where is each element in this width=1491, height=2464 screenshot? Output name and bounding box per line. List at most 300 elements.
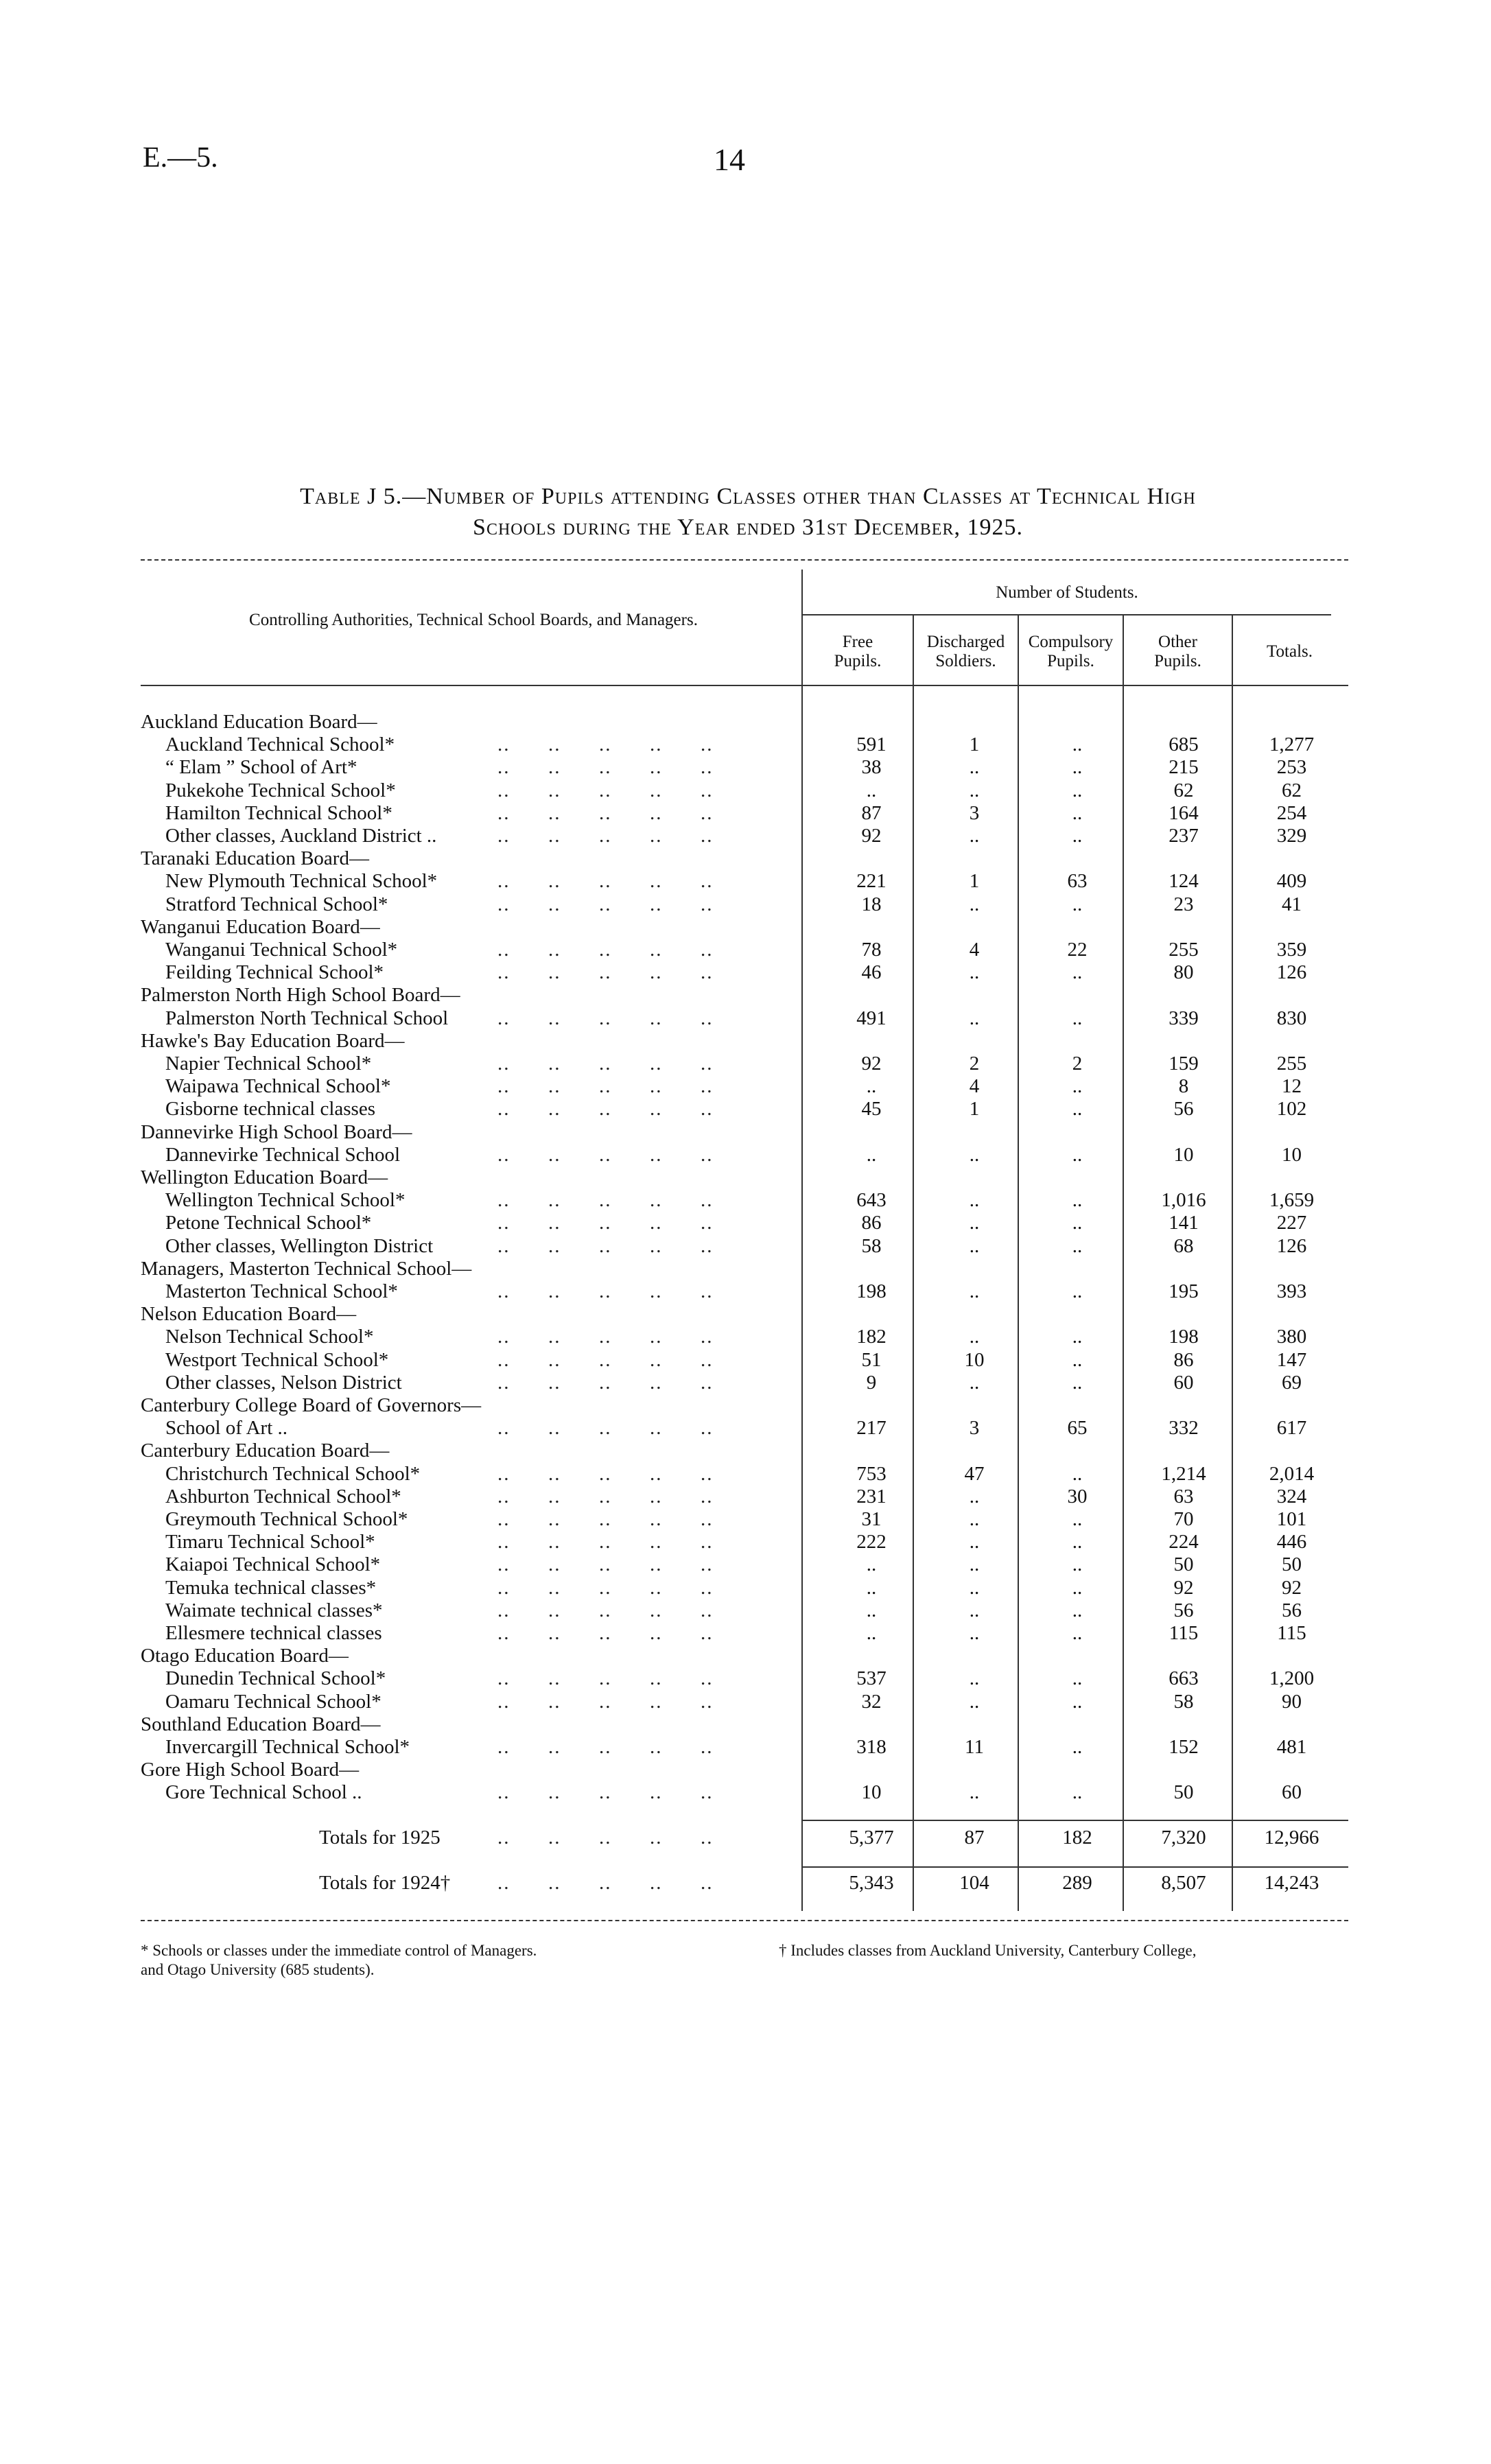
cell-other: 63: [1173, 1485, 1194, 1507]
school-label: Gisborne technical classes: [165, 1098, 376, 1120]
cell-total: 1,200: [1269, 1667, 1315, 1690]
header-free-l2: Pupils.: [834, 652, 882, 670]
school-label: School of Art ..: [165, 1417, 288, 1440]
cell-other: 332: [1169, 1417, 1199, 1440]
cell-comp: ..: [1072, 1553, 1083, 1576]
group-label: Canterbury College Board of Governors—: [141, 1394, 482, 1416]
cell-other: 70: [1173, 1508, 1194, 1530]
cell-free: 31: [861, 1508, 882, 1530]
cell-comp: ..: [1072, 1531, 1083, 1553]
leader-dots: .. .. .. .. ..: [497, 1599, 714, 1621]
table-row: [141, 1691, 1348, 1713]
group-row: [141, 1645, 1348, 1667]
header-free: [803, 633, 913, 671]
school-label: Stratford Technical School*: [165, 893, 388, 915]
cell-other: 159: [1169, 1053, 1199, 1075]
cell-disc: ..: [969, 1531, 980, 1553]
totals-cell-other: 8,507: [1161, 1872, 1206, 1894]
leader-dots: .. .. .. .. ..: [497, 1736, 714, 1758]
cell-other: 237: [1169, 825, 1199, 847]
leader-dots: .. .. .. .. ..: [497, 893, 714, 915]
cell-total: 324: [1276, 1485, 1307, 1507]
cell-disc: 4: [969, 939, 980, 961]
cell-comp: 63: [1067, 870, 1088, 893]
group-row: [141, 1713, 1348, 1736]
cell-free: 9: [866, 1371, 877, 1394]
totals-row: [141, 1827, 1348, 1849]
group-row: [141, 984, 1348, 1007]
cell-disc: ..: [969, 1576, 980, 1599]
school-label: Waimate technical classes*: [165, 1599, 383, 1621]
cell-other: 60: [1173, 1371, 1194, 1394]
school-label: Wanganui Technical School*: [165, 939, 398, 961]
cell-free: 51: [861, 1348, 882, 1371]
cell-other: 339: [1169, 1007, 1199, 1029]
leader-dots: .. .. .. .. ..: [497, 1781, 714, 1804]
cell-free: 58: [861, 1234, 882, 1257]
group-label: Otago Education Board—: [141, 1645, 349, 1667]
cell-free: 92: [861, 825, 882, 847]
totals-label: Totals for 1925: [319, 1827, 441, 1849]
group-row: [141, 916, 1348, 939]
cell-comp: ..: [1072, 1690, 1083, 1713]
table-row: [141, 1622, 1348, 1645]
cell-other: 115: [1169, 1622, 1199, 1644]
table-row: [141, 1667, 1348, 1690]
cell-disc: ..: [969, 1690, 980, 1713]
leader-dots: .. .. .. .. ..: [497, 1872, 714, 1894]
cell-free: 217: [856, 1417, 887, 1440]
table-row: [141, 1531, 1348, 1553]
cell-free: ..: [866, 1576, 877, 1599]
school-label: Wellington Technical School*: [165, 1189, 406, 1212]
cell-comp: ..: [1072, 825, 1083, 847]
group-label: Auckland Education Board—: [141, 711, 377, 733]
cell-disc: 11: [965, 1736, 984, 1758]
leader-dots: .. .. .. .. ..: [497, 961, 714, 984]
group-row: [141, 1440, 1348, 1462]
school-label: “ Elam ” School of Art*: [165, 756, 357, 779]
cell-total: 255: [1276, 1053, 1307, 1075]
cell-disc: 1: [969, 1098, 980, 1120]
group-label: Gore High School Board—: [141, 1759, 360, 1781]
totals-cell-total: 12,966: [1264, 1827, 1319, 1849]
cell-free: 32: [861, 1690, 882, 1713]
cell-disc: ..: [969, 1553, 980, 1576]
school-label: Gore Technical School ..: [165, 1781, 362, 1804]
leader-dots: .. .. .. .. ..: [497, 870, 714, 893]
group-row: [141, 1166, 1348, 1189]
header-other-l1: Other: [1158, 633, 1197, 651]
cell-total: 1,277: [1269, 734, 1315, 756]
leader-dots: .. .. .. .. ..: [497, 756, 714, 779]
rule-group: [803, 614, 1331, 615]
cell-other: 10: [1173, 1143, 1194, 1166]
leader-dots: .. .. .. .. ..: [497, 1690, 714, 1713]
cell-free: 491: [856, 1007, 887, 1029]
table-row: [141, 939, 1348, 961]
leader-dots: .. .. .. .. ..: [497, 1007, 714, 1029]
table-title-line2: Schools during the Year ended 31st December, 1925.: [473, 515, 1023, 540]
cell-other: 255: [1169, 939, 1199, 961]
group-label: Canterbury Education Board—: [141, 1440, 390, 1462]
cell-free: ..: [866, 1622, 877, 1644]
table-row: [141, 1736, 1348, 1759]
table-row: [141, 734, 1348, 756]
cell-other: 68: [1173, 1234, 1194, 1257]
cell-other: 124: [1169, 870, 1199, 893]
school-label: Waipawa Technical School*: [165, 1075, 391, 1098]
cell-disc: 10: [964, 1348, 985, 1371]
cell-disc: 3: [969, 1417, 980, 1440]
header-number-of-students: Number of Students.: [996, 583, 1138, 602]
group-row: [141, 1759, 1348, 1781]
cell-comp: ..: [1072, 1576, 1083, 1599]
cell-comp: ..: [1072, 1212, 1083, 1234]
cell-total: 50: [1282, 1553, 1302, 1576]
rule-bottom: [141, 1920, 1348, 1921]
cell-other: 224: [1169, 1531, 1199, 1553]
school-label: Timaru Technical School*: [165, 1531, 375, 1553]
cell-other: 1,214: [1161, 1462, 1206, 1485]
leader-dots: .. .. .. .. ..: [497, 1189, 714, 1212]
group-label: Nelson Education Board—: [141, 1303, 357, 1326]
cell-total: 90: [1282, 1690, 1302, 1713]
cell-free: 18: [861, 893, 882, 915]
table-row: [141, 1212, 1348, 1234]
leader-dots: .. .. .. .. ..: [497, 1326, 714, 1348]
cell-other: 62: [1173, 779, 1194, 801]
table-row: [141, 1053, 1348, 1075]
table-row: [141, 1781, 1348, 1804]
table-row: [141, 1326, 1348, 1348]
cell-free: 643: [856, 1189, 887, 1212]
group-label: Dannevirke High School Board—: [141, 1120, 412, 1143]
cell-comp: ..: [1072, 1098, 1083, 1120]
school-label: Napier Technical School*: [165, 1053, 372, 1075]
table-row: [141, 1417, 1348, 1440]
cell-free: 182: [856, 1326, 887, 1348]
cell-disc: 1: [969, 870, 980, 893]
cell-comp: 22: [1067, 939, 1088, 961]
cell-total: 41: [1282, 893, 1302, 915]
table-row: [141, 1098, 1348, 1120]
table-row: [141, 1508, 1348, 1531]
leader-dots: .. .. .. .. ..: [497, 1576, 714, 1599]
cell-comp: ..: [1072, 1348, 1083, 1371]
group-row: [141, 1030, 1348, 1053]
cell-total: 2,014: [1269, 1462, 1315, 1485]
table-row: [141, 1372, 1348, 1394]
cell-free: 537: [856, 1667, 887, 1690]
table-row: [141, 779, 1348, 802]
cell-free: 753: [856, 1462, 887, 1485]
table-row: [141, 825, 1348, 847]
school-label: Dunedin Technical School*: [165, 1667, 386, 1690]
table-row: [141, 1189, 1348, 1212]
school-label: Oamaru Technical School*: [165, 1690, 381, 1713]
cell-comp: ..: [1072, 1781, 1083, 1804]
footnote-star: * Schools or classes under the immediate control of Managers.: [141, 1942, 537, 1959]
leader-dots: .. .. .. .. ..: [497, 779, 714, 801]
page-number: 14: [714, 142, 745, 177]
school-label: Auckland Technical School*: [165, 734, 395, 756]
cell-free: 92: [861, 1053, 882, 1075]
school-label: Palmerston North Technical School: [165, 1007, 449, 1029]
cell-total: 227: [1276, 1212, 1307, 1234]
cell-disc: ..: [969, 825, 980, 847]
table-row: [141, 1144, 1348, 1166]
cell-total: 115: [1277, 1622, 1306, 1644]
cell-other: 58: [1173, 1690, 1194, 1713]
cell-total: 10: [1282, 1143, 1302, 1166]
cell-other: 195: [1169, 1280, 1199, 1302]
leader-dots: .. .. .. .. ..: [497, 1212, 714, 1234]
group-label: Palmerston North High School Board—: [141, 984, 460, 1007]
cell-free: 46: [861, 961, 882, 984]
cell-other: 198: [1169, 1326, 1199, 1348]
group-label: Managers, Masterton Technical School—: [141, 1257, 472, 1280]
cell-free: 591: [856, 734, 887, 756]
cell-disc: ..: [969, 1280, 980, 1302]
cell-free: 86: [861, 1212, 882, 1234]
leader-dots: .. .. .. .. ..: [497, 1508, 714, 1530]
cell-disc: ..: [969, 961, 980, 984]
rule-header-bottom: [141, 685, 1348, 686]
cell-total: 126: [1276, 961, 1307, 984]
leader-dots: .. .. .. .. ..: [497, 825, 714, 847]
school-label: Greymouth Technical School*: [165, 1508, 408, 1530]
header-comp-l1: Compulsory: [1028, 633, 1114, 651]
cell-total: 393: [1276, 1280, 1307, 1302]
cell-disc: ..: [969, 893, 980, 915]
table-row: [141, 1280, 1348, 1303]
cell-free: ..: [866, 1599, 877, 1621]
totals-cell-free: 5,343: [849, 1872, 894, 1894]
cell-other: 80: [1173, 961, 1194, 984]
cell-total: 92: [1282, 1576, 1302, 1599]
leader-dots: .. .. .. .. ..: [497, 1462, 714, 1485]
cell-total: 253: [1276, 756, 1307, 779]
rule-totals: [801, 1820, 1348, 1821]
school-label: Other classes, Wellington District: [165, 1234, 434, 1257]
cell-free: ..: [866, 1075, 877, 1098]
school-label: Ellesmere technical classes: [165, 1622, 382, 1644]
leader-dots: .. .. .. .. ..: [497, 1531, 714, 1553]
header-disc-l1: Discharged: [926, 633, 1005, 651]
leader-dots: .. .. .. .. ..: [497, 1053, 714, 1075]
cell-comp: ..: [1072, 1736, 1083, 1758]
cell-free: 231: [856, 1485, 887, 1507]
cell-comp: ..: [1072, 1508, 1083, 1530]
leader-dots: .. .. .. .. ..: [497, 1280, 714, 1302]
school-label: Christchurch Technical School*: [165, 1462, 421, 1485]
cell-other: 1,016: [1161, 1189, 1206, 1212]
cell-disc: ..: [969, 1007, 980, 1029]
cell-disc: ..: [969, 1622, 980, 1644]
leader-dots: .. .. .. .. ..: [497, 1417, 714, 1440]
group-row: [141, 847, 1348, 870]
cell-other: 164: [1169, 801, 1199, 824]
cell-disc: ..: [969, 1599, 980, 1621]
leader-dots: .. .. .. .. ..: [497, 1371, 714, 1394]
cell-total: 830: [1276, 1007, 1307, 1029]
cell-total: 126: [1276, 1234, 1307, 1257]
cell-other: 56: [1173, 1599, 1194, 1621]
cell-free: 222: [856, 1531, 887, 1553]
group-label: Wanganui Education Board—: [141, 915, 380, 938]
cell-total: 446: [1276, 1531, 1307, 1553]
cell-disc: ..: [969, 1508, 980, 1530]
cell-comp: ..: [1072, 756, 1083, 779]
cell-disc: 4: [969, 1075, 980, 1098]
cell-other: 56: [1173, 1098, 1194, 1120]
table-row: [141, 1553, 1348, 1576]
school-label: New Plymouth Technical School*: [165, 870, 438, 893]
cell-disc: ..: [969, 1781, 980, 1804]
table-row: [141, 1075, 1348, 1098]
header-discharged: [914, 633, 1018, 671]
cell-comp: 2: [1072, 1053, 1083, 1075]
cell-other: 86: [1173, 1348, 1194, 1371]
cell-total: 62: [1282, 779, 1302, 801]
totals-cell-comp: 289: [1062, 1872, 1092, 1894]
footnote-dagger: † Includes classes from Auckland University, Canterbury College,: [779, 1942, 1197, 1959]
cell-free: ..: [866, 1553, 877, 1576]
cell-disc: ..: [969, 1326, 980, 1348]
cell-comp: ..: [1072, 1075, 1083, 1098]
leader-dots: .. .. .. .. ..: [497, 734, 714, 756]
table-row: [141, 1577, 1348, 1599]
cell-total: 481: [1276, 1736, 1307, 1758]
cell-total: 12: [1282, 1075, 1302, 1098]
cell-total: 56: [1282, 1599, 1302, 1621]
cell-free: 221: [856, 870, 887, 893]
table-row: [141, 756, 1348, 779]
cell-comp: ..: [1072, 1280, 1083, 1302]
leader-dots: .. .. .. .. ..: [497, 939, 714, 961]
cell-disc: 2: [969, 1053, 980, 1075]
cell-free: 198: [856, 1280, 887, 1302]
school-label: Kaiapoi Technical School*: [165, 1553, 381, 1576]
group-row: [141, 1258, 1348, 1280]
group-label: Southland Education Board—: [141, 1713, 381, 1735]
school-label: Temuka technical classes*: [165, 1576, 377, 1599]
cell-other: 50: [1173, 1553, 1194, 1576]
cell-total: 147: [1276, 1348, 1307, 1371]
leader-dots: .. .. .. .. ..: [497, 1143, 714, 1166]
header-compulsory: [1019, 633, 1123, 671]
table-row: [141, 1235, 1348, 1258]
table-row: [141, 1486, 1348, 1508]
school-label: Hamilton Technical School*: [165, 801, 392, 824]
cell-disc: ..: [969, 1234, 980, 1257]
cell-free: 38: [861, 756, 882, 779]
group-row: [141, 1121, 1348, 1144]
totals-cell-disc: 104: [959, 1872, 989, 1894]
school-label: Other classes, Auckland District ..: [165, 825, 437, 847]
table-row: [141, 1007, 1348, 1030]
group-label: Hawke's Bay Education Board—: [141, 1029, 405, 1052]
cell-other: 23: [1173, 893, 1194, 915]
cell-other: 50: [1173, 1781, 1194, 1804]
rule-totals-2: [801, 1866, 1348, 1868]
header-controlling: Controlling Authorities, Technical School Boards, and Managers.: [249, 611, 698, 629]
cell-comp: 30: [1067, 1485, 1088, 1507]
cell-other: 215: [1169, 756, 1199, 779]
cell-other: 685: [1169, 734, 1199, 756]
group-label: Taranaki Education Board—: [141, 847, 369, 870]
school-label: Pukekohe Technical School*: [165, 779, 396, 801]
leader-dots: .. .. .. .. ..: [497, 1075, 714, 1098]
cell-total: 1,659: [1269, 1189, 1315, 1212]
leader-dots: .. .. .. .. ..: [497, 1667, 714, 1690]
totals-cell-comp: 182: [1062, 1827, 1092, 1849]
cell-comp: ..: [1072, 1189, 1083, 1212]
cell-other: 663: [1169, 1667, 1199, 1690]
table-row: [141, 893, 1348, 916]
cell-disc: ..: [969, 1485, 980, 1507]
cell-total: 101: [1276, 1508, 1307, 1530]
school-label: Invercargill Technical School*: [165, 1736, 410, 1758]
cell-comp: 65: [1067, 1417, 1088, 1440]
header-other-l2: Pupils.: [1154, 652, 1201, 670]
table-row: [141, 1599, 1348, 1622]
leader-dots: .. .. .. .. ..: [497, 1622, 714, 1644]
leader-dots: .. .. .. .. ..: [497, 1098, 714, 1120]
school-label: Westport Technical School*: [165, 1348, 389, 1371]
school-label: Masterton Technical School*: [165, 1280, 398, 1302]
cell-total: 69: [1282, 1371, 1302, 1394]
school-label: Petone Technical School*: [165, 1212, 372, 1234]
school-label: Feilding Technical School*: [165, 961, 384, 984]
cell-disc: 1: [969, 734, 980, 756]
cell-comp: ..: [1072, 734, 1083, 756]
cell-comp: ..: [1072, 1667, 1083, 1690]
table-row: [141, 870, 1348, 893]
cell-total: 60: [1282, 1781, 1302, 1804]
cell-free: 78: [861, 939, 882, 961]
cell-disc: 47: [964, 1462, 985, 1485]
totals-label: Totals for 1924†: [319, 1872, 451, 1894]
leader-dots: .. .. .. .. ..: [497, 1553, 714, 1576]
cell-disc: ..: [969, 1667, 980, 1690]
totals-row: [141, 1872, 1348, 1894]
leader-dots: .. .. .. .. ..: [497, 1348, 714, 1371]
page-code: E.—5.: [143, 142, 218, 174]
cell-total: 102: [1276, 1098, 1307, 1120]
cell-total: 359: [1276, 939, 1307, 961]
leader-dots: .. .. .. .. ..: [497, 1234, 714, 1257]
cell-comp: ..: [1072, 1462, 1083, 1485]
cell-free: ..: [866, 1143, 877, 1166]
leader-dots: .. .. .. .. ..: [497, 1827, 714, 1849]
cell-disc: ..: [969, 1212, 980, 1234]
totals-cell-disc: 87: [964, 1827, 985, 1849]
cell-comp: ..: [1072, 1007, 1083, 1029]
cell-comp: ..: [1072, 1326, 1083, 1348]
cell-free: 10: [861, 1781, 882, 1804]
table-row: [141, 1349, 1348, 1372]
cell-other: 152: [1169, 1736, 1199, 1758]
cell-disc: ..: [969, 1371, 980, 1394]
cell-disc: ..: [969, 756, 980, 779]
cell-disc: ..: [969, 779, 980, 801]
cell-comp: ..: [1072, 801, 1083, 824]
group-label: Wellington Education Board—: [141, 1166, 388, 1188]
rule-top: [141, 559, 1348, 561]
cell-comp: ..: [1072, 1599, 1083, 1621]
